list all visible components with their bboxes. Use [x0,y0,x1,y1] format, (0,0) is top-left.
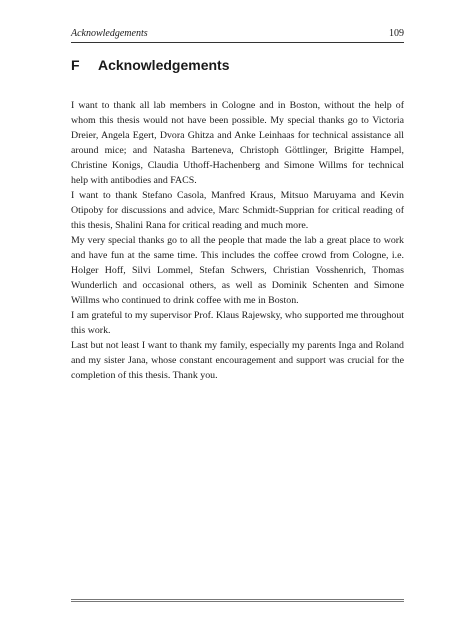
paragraph-supervisor: I am grateful to my supervisor Prof. Klaus Rajewsky, who supported me throughout this work. [71,310,404,336]
section-title: Acknowledgements [98,57,230,73]
body-text [71,98,404,383]
page-number: 109 [389,28,404,39]
section-heading [71,56,404,74]
running-header-title: Acknowledgements [71,28,148,39]
paragraph-coffee-crowd: My very special thanks go to all the people that made the lab a great place to work and have fun at the same time. This includes the coffee crowd from Cologne, i.e. Holger Hoff, Silvi Lommel, Stefan Schwers, Christian Vosshenrich, Thomas Wunderlich and occasional others, as well as Dominik Schenten and Simone Willms who continued to drink coffee with me in Boston. [71,235,404,306]
running-header [71,26,404,42]
section-letter: F [71,57,80,73]
header-divider [71,42,404,43]
paragraph-lab-members: I want to thank all lab members in Cologne and in Boston, without the help of whom this thesis would not have been possible. My special thanks go to Victoria Dreier, Angela Egert, Dvora Ghitza and Anke Leinhaas for technical assistance all around mice; and Natasha Barteneva, Christoph Göttlinger, Brigitte Hampel, Christine Konigs, Claudia Uthoff-Hachenberg and Simone Willms for technical help with antibodies and FACS. [71,100,404,186]
paragraph-family: Last but not least I want to thank my family, especially my parents Inga and Roland and my sister Jana, whose constant encouragement and support was crucial for the completion of this thesis. Thank you. [71,340,404,381]
footer-divider [71,599,404,602]
paragraph-discussions: I want to thank Stefano Casola, Manfred Kraus, Mitsuo Maruyama and Kevin Otipoby for discussions and advice, Marc Schmidt-Supprian for critical reading of this thesis, Shalini Rana for critical reading and much more. [71,190,404,231]
